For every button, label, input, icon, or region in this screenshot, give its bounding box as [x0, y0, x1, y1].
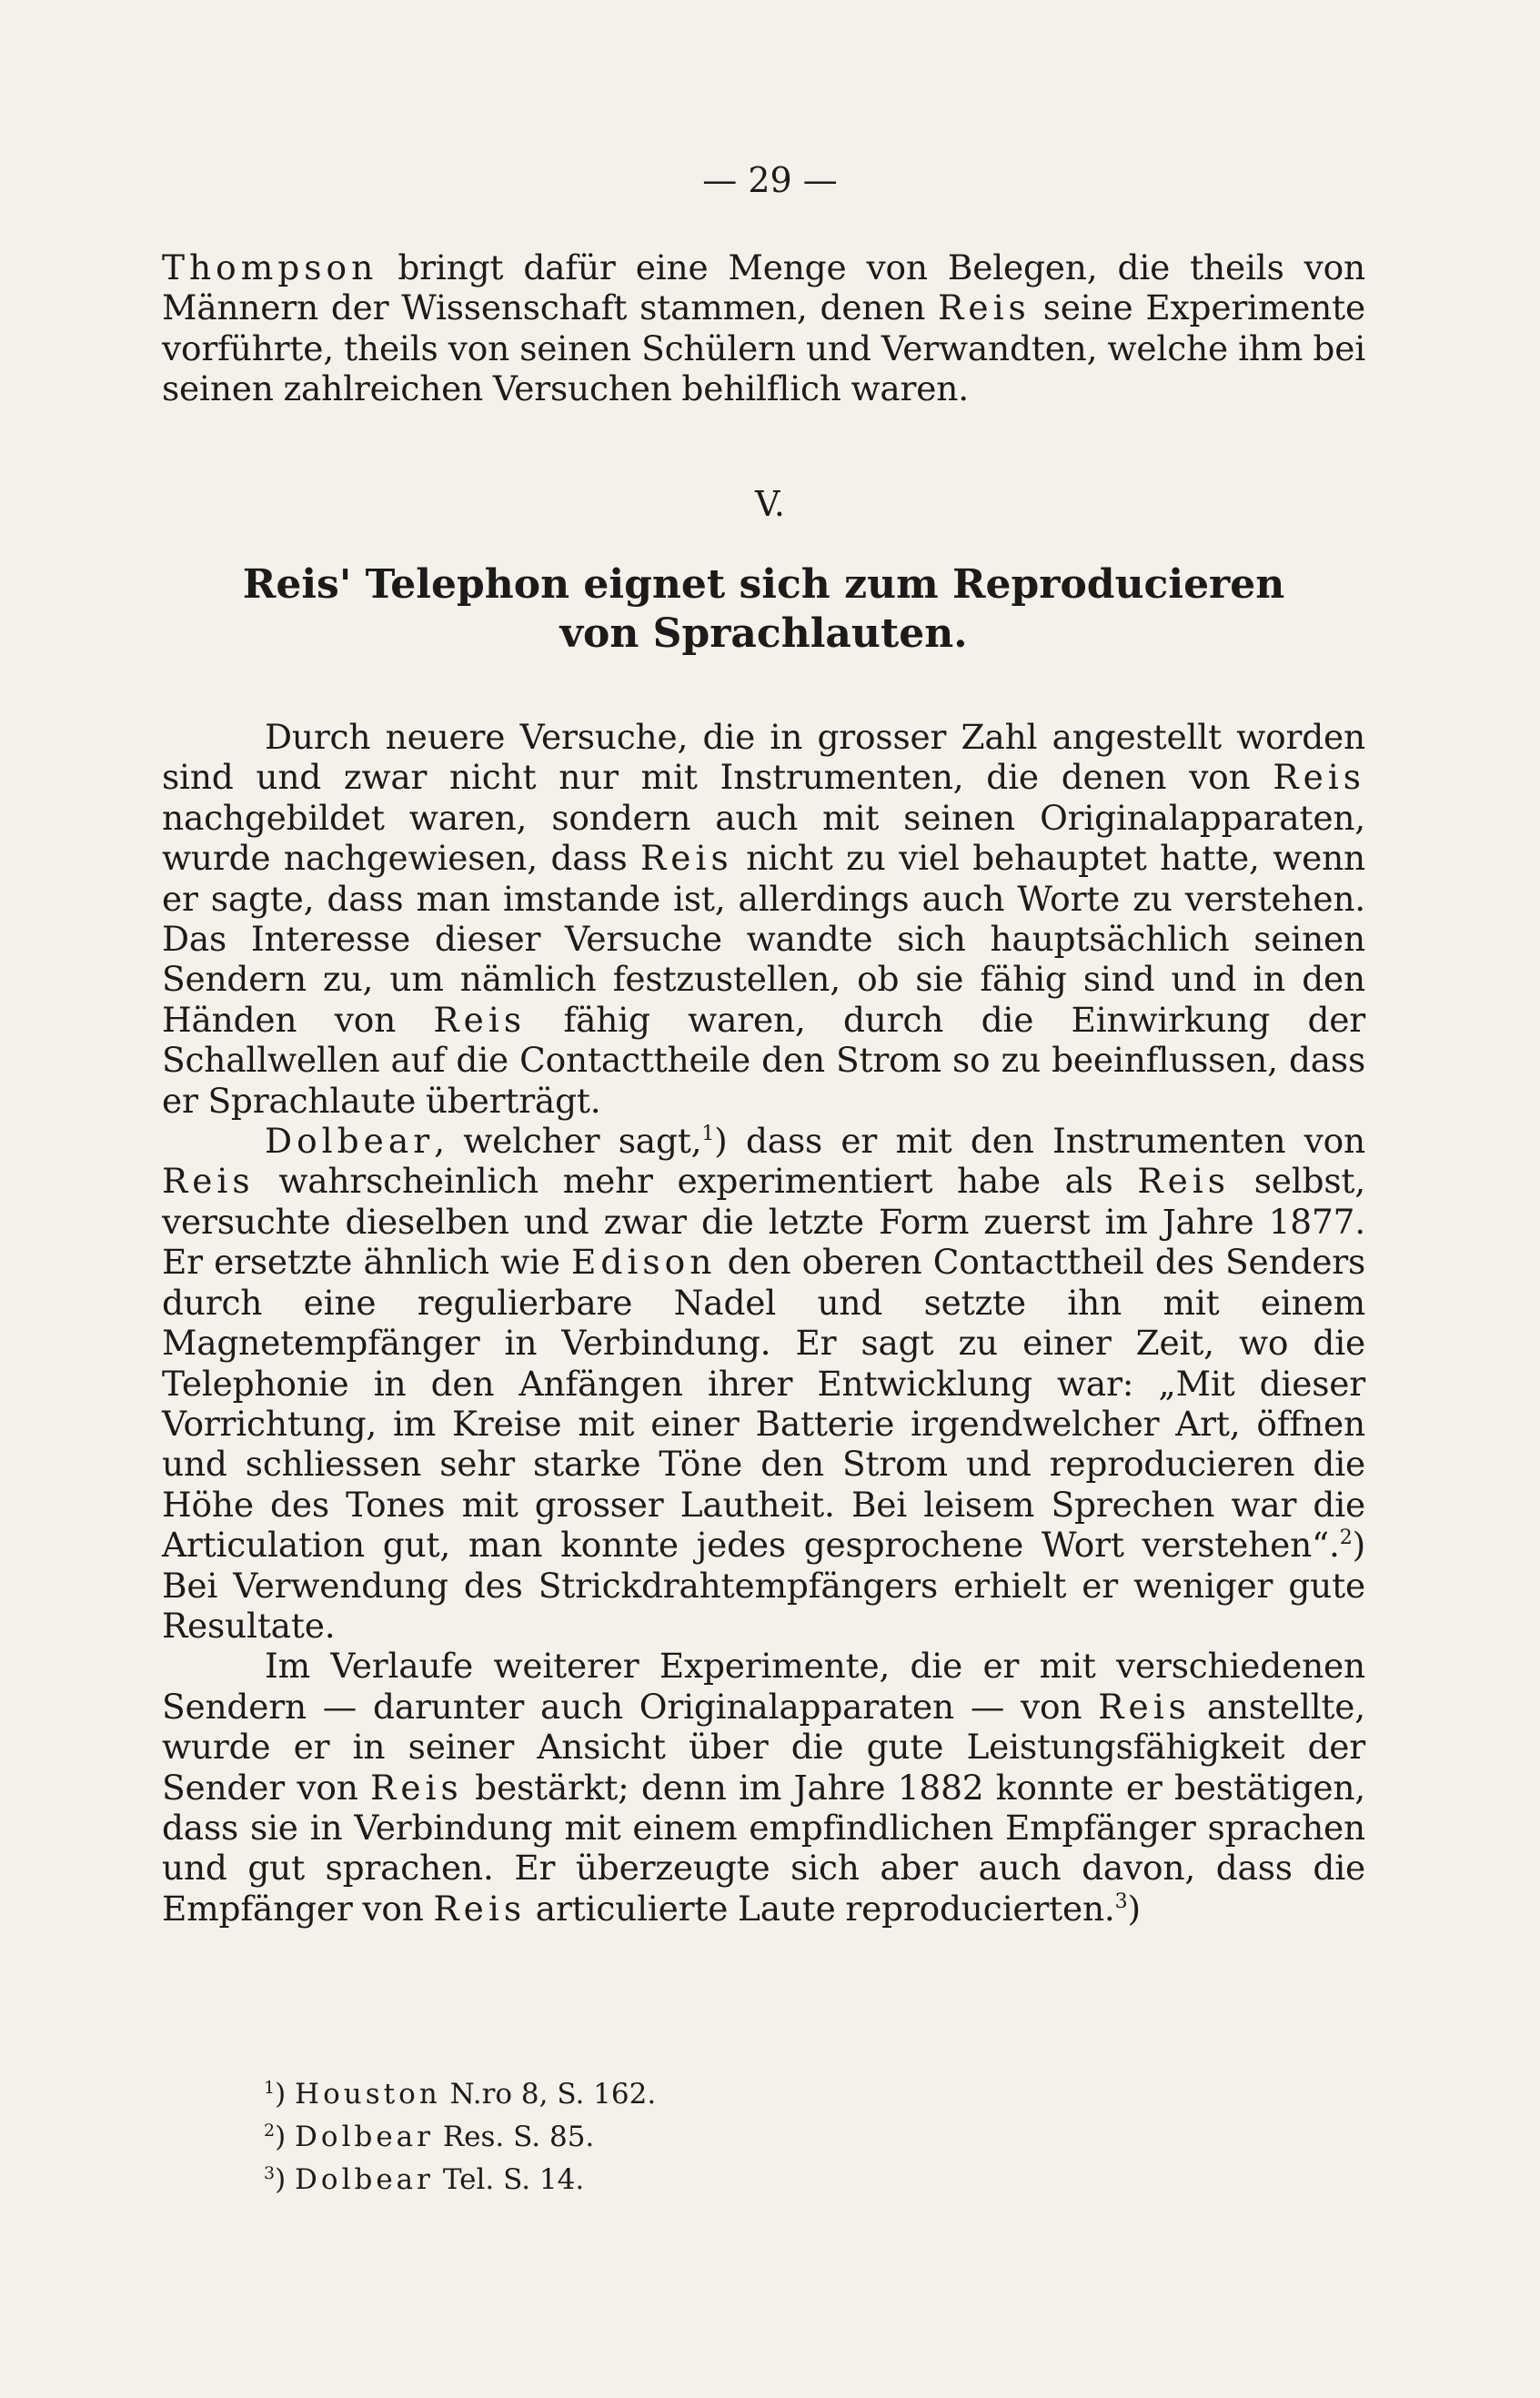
person-name: Reis	[162, 1161, 255, 1202]
person-name: Reis	[1098, 1686, 1191, 1727]
paragraph-2	[162, 1121, 1365, 1646]
footnote-mark: 2	[264, 2121, 276, 2141]
text-run: nachgebildet waren, sondern auch mit seinen Originalapparaten, wurde nachgewiesen, dass	[162, 797, 1365, 879]
text-run: ) dass er mit den Instrumenten von	[714, 1121, 1365, 1162]
text-run: wahrscheinlich mehr experimentiert habe als	[254, 1161, 1138, 1202]
intro-paragraph	[162, 247, 1365, 409]
footnote-mark: 3	[264, 2163, 276, 2183]
text-run: fähig waren, durch die Einwirkung der Schallwellen auf die Contacttheile den Strom so zu beeinflussen, dass er Sprachlaute überträgt.	[162, 999, 1365, 1121]
section-title	[162, 560, 1365, 659]
person-name: Reis	[640, 838, 733, 879]
text-run: articulierte Laute reproducierten.	[526, 1888, 1115, 1929]
section-number: V.	[755, 484, 785, 524]
person-name: Edison	[571, 1242, 717, 1283]
text-run: nicht zu viel behauptet hatte, wenn er sagte, dass man imstande ist, allerdings auch Worte zu verstehen. Das Interesse dieser Versuche wandte sich hauptsächlich seinen Sendern zu, um nämlich festzustellen, ob sie fähig sind und in den Händen von	[162, 838, 1365, 1040]
text-run: , welcher sagt,	[434, 1121, 702, 1162]
person-name: Reis	[433, 999, 527, 1040]
text-run: )	[1127, 1888, 1141, 1929]
person-name: Reis	[938, 287, 1031, 328]
person-name: Dolbear	[265, 1121, 435, 1162]
section-title-line-2: von Sprachlauten.	[559, 610, 968, 657]
footnote-author: Dolbear	[295, 2121, 434, 2153]
footnote-1: $^1$) Houston N.ro 8, S. 162.	[264, 2078, 657, 2111]
page-number: — 29 —	[702, 160, 838, 200]
footnote-2: $^2$) Dolbear Res. S. 85.	[264, 2121, 595, 2153]
footnote-ref-2: 2	[1339, 1526, 1353, 1550]
text-run: den oberen Contacttheil des Senders durch eine regulierbare Nadel und setzte ihn mit einem Magnetempfänger in Verbindung. Er sagt zu einer Zeit, wo die Telephonie in den Anfängen ihrer Entwicklung war: „Mit dieser Vorrichtung, im Kreise mit einer Batterie irgendwelcher Art, öffnen und schliessen sehr starke Töne den Strom und reproducieren die Höhe des Tones mit grosser Lautheit. Bei leisem Sprechen war die Articulation gut, man konnte jedes gesprochene Wort verstehen“.	[162, 1242, 1365, 1566]
person-name: Reis	[1273, 757, 1365, 798]
text-run: Im Verlaufe weiterer Experimente, die er mit verschiedenen Sendern — darunter auch Originalapparaten — von	[162, 1646, 1365, 1727]
person-name: Thompson	[162, 247, 378, 287]
body-text	[162, 717, 1365, 1929]
text-run: ) Bei Verwendung des Strickdrahtempfängers erhielt er weniger gute Resultate.	[162, 1525, 1365, 1646]
person-name: Reis	[433, 1888, 527, 1929]
person-name: Reis	[1137, 1161, 1230, 1202]
footnotes	[264, 2070, 656, 2198]
footnote-ref-3: 3	[1114, 1889, 1128, 1913]
text-run: Durch neuere Versuche, die in grosser Zahl angestellt worden sind und zwar nicht nur mit Instrumenten, die denen von	[162, 717, 1365, 798]
text-run: anstellte, wurde er in seiner Ansicht über die gute Leistungsfähigkeit der Sender von	[162, 1686, 1366, 1808]
footnote-text: Res. S. 85.	[433, 2121, 595, 2153]
text-run: bringt dafür eine Menge von Belegen, die theils von Männern der Wissenschaft stammen, denen	[162, 247, 1365, 328]
person-name: Reis	[370, 1767, 463, 1808]
footnote-mark: 1	[264, 2078, 276, 2098]
text-run: seine Experimente vorführte, theils von seinen Schülern und Verwandten, welche ihm bei seinen zahlreichen Versuchen behilflich waren.	[162, 287, 1365, 409]
footnote-author: Dolbear	[295, 2163, 434, 2196]
paragraph-1	[162, 717, 1365, 1121]
footnote-3: $^3$) Dolbear Tel. S. 14.	[264, 2163, 585, 2196]
section-title-line-1: Reis' Telephon eignet sich zum Reproducieren	[242, 561, 1285, 608]
text-run: selbst, versuchte dieselben und zwar die letzte Form zuerst im Jahre 1877. Er ersetzte ähnlich wie	[162, 1161, 1365, 1283]
footnote-text: N.ro 8, S. 162.	[440, 2078, 657, 2111]
intro-paragraph-block	[162, 247, 1365, 409]
text-run: bestärkt; denn im Jahre 1882 konnte er bestätigen, dass sie in Verbindung mit einem empfindlichen Empfänger sprachen und gut sprachen. Er überzeugte sich aber auch davon, dass die Empfänger von	[162, 1767, 1365, 1929]
footnote-text: Tel. S. 14.	[433, 2163, 585, 2196]
paragraph-3	[162, 1646, 1365, 1929]
footnote-author: Houston	[295, 2078, 441, 2111]
footnote-ref-1: 1	[701, 1123, 715, 1146]
